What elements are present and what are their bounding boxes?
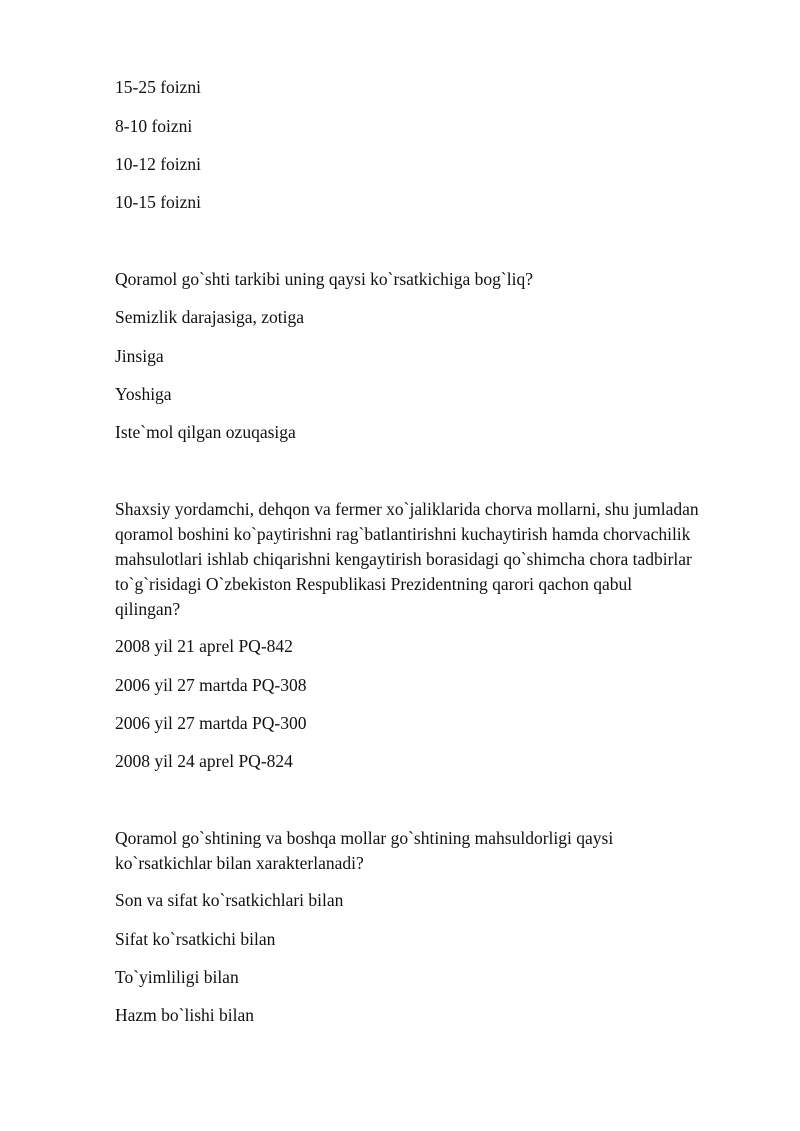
question-text: to`g`risidagi O`zbekiston Respublikasi Prezidentning qarori qachon qabul [115, 574, 633, 594]
question-text: ko`rsatkichlar bilan xarakterlanadi? [115, 853, 364, 873]
answer-option: Semizlik darajasiga, zotiga [115, 307, 305, 327]
answer-option: 15-25 foizni [115, 77, 202, 97]
answer-option: 10-15 foizni [115, 192, 202, 212]
answer-option: 2006 yil 27 martda PQ-308 [115, 675, 307, 695]
answer-option: Son va sifat ko`rsatkichlari bilan [115, 890, 344, 910]
question-text: Shaxsiy yordamchi, dehqon va fermer xo`jaliklarida chorva mollarni, shu jumladan [115, 499, 699, 519]
answer-option: Jinsiga [115, 346, 164, 366]
question-text: qoramol boshini ko`paytirishni rag`batlantirishni kuchaytirish hamda chorvachilik [115, 524, 691, 544]
answer-option: To`yimliligi bilan [115, 967, 239, 987]
question-text: Qoramol go`shti tarkibi uning qaysi ko`rsatkichiga bog`liq? [115, 269, 533, 289]
question-text: mahsulotlari ishlab chiqarishni kengaytirish borasidagi qo`shimcha chora tadbirlar [115, 549, 692, 569]
question-text: qilingan? [115, 599, 181, 619]
answer-option: 10-12 foizni [115, 154, 202, 174]
question-text: Qoramol go`shtining va boshqa mollar go`shtining mahsuldorligi qaysi [115, 828, 614, 848]
answer-option: 2008 yil 24 aprel PQ-824 [115, 751, 293, 771]
answer-option: Hazm bo`lishi bilan [115, 1005, 255, 1025]
answer-option: 8-10 foizni [115, 116, 193, 136]
document-page [115, 0, 755, 1131]
answer-option: Yoshiga [115, 384, 172, 404]
answer-option: 2006 yil 27 martda PQ-300 [115, 713, 307, 733]
answer-option: Iste`mol qilgan ozuqasiga [115, 422, 296, 442]
answer-option: Sifat ko`rsatkichi bilan [115, 929, 276, 949]
answer-option: 2008 yil 21 aprel PQ-842 [115, 636, 293, 656]
